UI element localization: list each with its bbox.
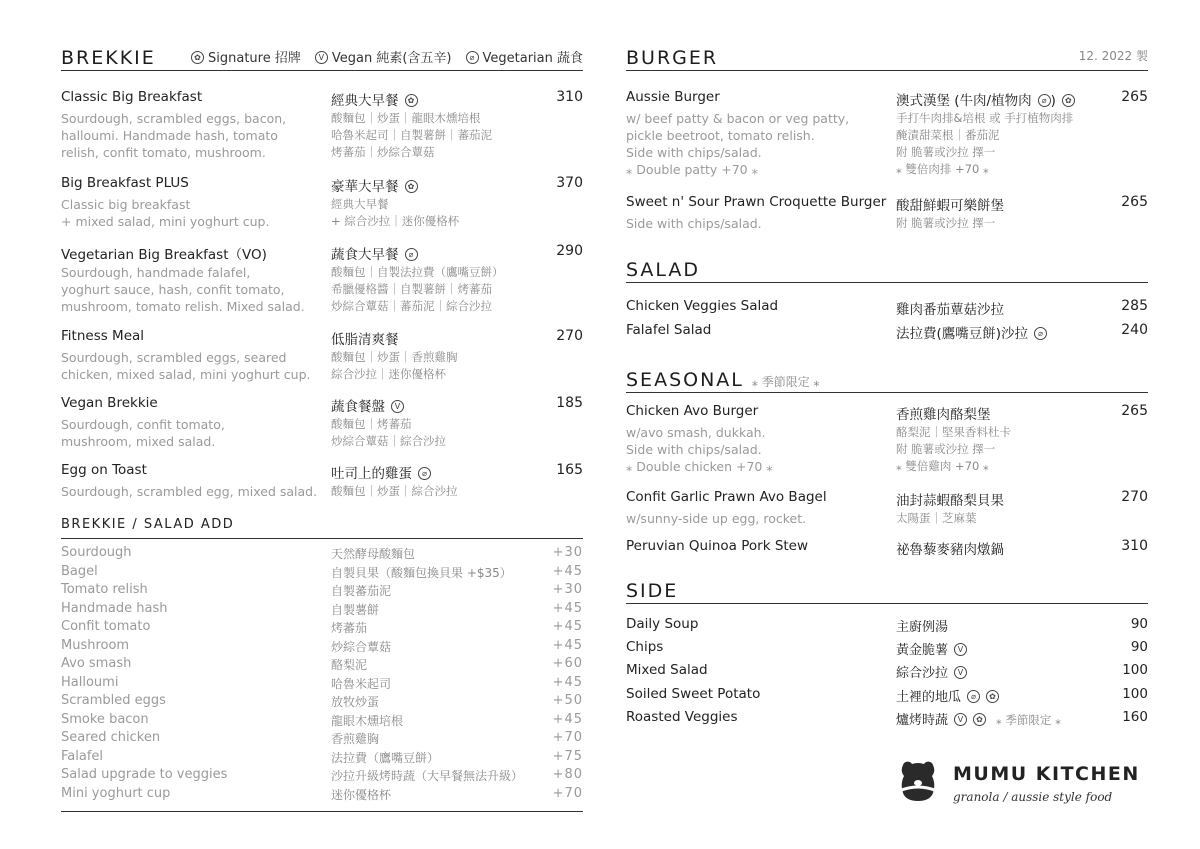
vegetarian-icon: ⌀ — [1038, 94, 1051, 107]
section-title: BREKKIE — [61, 47, 156, 69]
side-name-zh: 黃金脆薯 V — [896, 639, 967, 658]
item-description-zh: 經典大早餐 + 綜合沙拉｜迷你優格杯 — [331, 197, 460, 228]
brand-name: MUMU KITCHEN — [953, 763, 1140, 785]
addons-header: BREKKIE / SALAD ADD — [61, 517, 583, 539]
item-name-zh: 雞肉番茄蕈菇沙拉 — [896, 302, 1004, 318]
salad-header — [626, 256, 1148, 283]
side-name: Soiled Sweet Potato — [626, 685, 761, 702]
addon-name-zh: 炒綜合蕈菇 — [331, 639, 392, 654]
addon-name-zh: 香煎雞胸 — [331, 732, 380, 746]
item-price: 165 — [556, 462, 583, 478]
addon-price: +50 — [552, 693, 583, 708]
addon-name: Confit tomato — [61, 619, 151, 634]
item-description-zh: 太陽蛋｜芝麻葉 — [896, 511, 977, 525]
item-description: Side with chips/salad. — [626, 216, 762, 231]
item-description-zh: 酸麵包｜炒蛋｜龍眼木燻培根 哈魯米起司｜自製薯餅｜蕃茄泥 烤蕃茄｜炒綜合蕈菇 — [331, 111, 492, 159]
addon-name-zh: 酪梨泥 — [331, 658, 368, 672]
addon-name: Scrambled eggs — [61, 693, 166, 708]
brand-tagline: granola / aussie style food — [953, 790, 1113, 804]
item-description: Sourdough, handmade falafel, yoghurt sauce, hash, confit tomato, mushroom, tomato relish. Mixed salad. — [61, 265, 305, 314]
addon-price: +45 — [552, 711, 583, 727]
item-description: w/sunny-side up egg, rocket. — [626, 511, 807, 526]
item-name: Falafel Salad — [626, 322, 712, 338]
addon-price: +80 — [552, 767, 583, 782]
addon-price: +70 — [552, 730, 583, 745]
side-name: Daily Soup — [626, 616, 699, 632]
addon-name: Smoke bacon — [61, 711, 149, 727]
seasonal-header — [626, 366, 1148, 393]
signature-icon: ✿ — [405, 94, 418, 107]
addon-price: +45 — [552, 637, 583, 653]
side-name: Chips — [626, 639, 664, 656]
item-price: 270 — [1121, 489, 1148, 505]
vegan-icon: V — [315, 51, 328, 64]
addon-price: +30 — [552, 545, 583, 560]
section-title: BURGER — [626, 47, 719, 69]
item-name-zh: 油封蒜蝦酪梨貝果 — [896, 493, 1004, 509]
item-description: Sourdough, scrambled eggs, bacon, halloumi. Handmade hash, tomato relish, confit tomato, mushroom. — [61, 111, 287, 160]
item-name: Chicken Avo Burger — [626, 403, 759, 419]
item-price: 240 — [1121, 322, 1148, 338]
legend-item: V Vegan 純素(含五辛) — [315, 51, 452, 66]
addon-name: Avo smash — [61, 656, 132, 671]
item-price: 185 — [556, 395, 583, 411]
addon-row — [61, 730, 583, 748]
side-row — [626, 662, 1148, 682]
item-price: 265 — [1121, 89, 1148, 105]
item-name: Classic Big Breakfast — [61, 89, 203, 105]
item-description-zh: 酪梨泥｜堅果香料杜卡 附 脆薯或沙拉 擇一 ⁎ 雙倍雞肉 +70 ⁎ — [896, 425, 1011, 473]
brekkie-header — [61, 44, 583, 71]
item-name: Big Breakfast PLUS — [61, 175, 189, 191]
legend-item: ✿ Signature 招牌 — [191, 51, 301, 66]
addon-name-zh: 法拉費（鷹嘴豆餅） — [331, 750, 440, 765]
addon-name-zh: 龍眼木燻培根 — [331, 713, 404, 728]
vegetarian-icon: ⌀ — [967, 690, 980, 703]
addon-row — [61, 619, 583, 637]
addon-price: +30 — [552, 582, 583, 597]
addon-row — [61, 601, 583, 619]
addon-name: Halloumi — [61, 674, 119, 690]
item-description: w/avo smash, dukkah. Side with chips/salad. ⁎ Double chicken +70 ⁎ — [626, 425, 773, 474]
signature-icon: ✿ — [973, 713, 986, 726]
item-name: Vegetarian Big Breakfast（VO) — [61, 247, 267, 263]
right-column — [626, 0, 1148, 849]
section-title: SALAD — [626, 259, 701, 281]
item-name-zh: 香煎雞肉酪梨堡 — [896, 407, 991, 423]
item-description: Sourdough, scrambled egg, mixed salad. — [61, 484, 318, 499]
side-name-zh: 爐烤時蔬 V ✿ ⁎ 季節限定 ⁎ — [896, 712, 1061, 728]
side-price: 100 — [1122, 662, 1148, 679]
addon-name: Salad upgrade to veggies — [61, 767, 228, 782]
addon-price: +60 — [552, 656, 583, 671]
menu-date: 12. 2022 製 — [1078, 49, 1148, 63]
addon-name-zh: 沙拉升級烤時蔬（大早餐無法升級） — [331, 769, 524, 783]
addon-row — [61, 749, 583, 767]
item-name-zh: 經典大早餐 ✿ — [331, 89, 418, 109]
item-name-zh: 蔬食大早餐 ⌀ — [331, 243, 418, 263]
signature-icon: ✿ — [405, 180, 418, 193]
addon-name: Bagel — [61, 563, 98, 579]
item-name-zh: 蔬食餐盤 V — [331, 395, 404, 415]
item-name-zh: 法拉費(鷹嘴豆餅)沙拉 ⌀ — [896, 322, 1047, 342]
addon-name-zh: 烤蕃茄 — [331, 621, 368, 635]
addon-name-zh: 迷你優格杯 — [331, 787, 392, 802]
seasonal-tag: ⁎ 季節限定 ⁎ — [996, 712, 1061, 727]
item-price: 285 — [1121, 298, 1148, 314]
item-description-zh: 酸麵包｜烤蕃茄 炒綜合蕈菇｜綜合沙拉 — [331, 417, 446, 448]
brand-logo — [893, 757, 1153, 813]
side-row — [626, 639, 1148, 659]
item-name: Sweet n' Sour Prawn Croquette Burger — [626, 194, 887, 210]
item-name-zh: 低脂清爽餐 — [331, 332, 399, 348]
addon-name: Mushroom — [61, 637, 130, 653]
signature-icon: ✿ — [986, 690, 999, 703]
item-description: w/ beef patty & bacon or veg patty, pickle beetroot, tomato relish. Side with chips/salad. ⁎ Double patty +70 ⁎ — [626, 111, 850, 177]
addon-name: Handmade hash — [61, 600, 168, 616]
side-price: 90 — [1130, 616, 1148, 632]
seasonal-tag: ⁎ 季節限定 ⁎ — [751, 375, 820, 389]
bear-logo-icon — [893, 757, 943, 807]
item-description: Classic big breakfast + mixed salad, mini yoghurt cup. — [61, 197, 270, 229]
item-name: Peruvian Quinoa Pork Stew — [626, 538, 809, 554]
side-price: 100 — [1122, 685, 1148, 702]
vegetarian-icon: ⌀ — [466, 51, 479, 64]
addon-price: +45 — [552, 600, 583, 616]
side-name-zh: 土裡的地瓜 ⌀ ✿ — [896, 686, 999, 705]
item-price: 370 — [556, 175, 583, 191]
item-name-zh: 祕魯藜麥豬肉燉鍋 — [896, 542, 1004, 558]
item-name-zh: 酸甜鮮蝦可樂餅堡 — [896, 198, 1004, 214]
addon-name: Mini yoghurt cup — [61, 785, 171, 801]
addon-name-zh: 哈魯米起司 — [331, 676, 392, 691]
addon-row — [61, 545, 583, 563]
item-description: Sourdough, confit tomato, mushroom, mixed salad. — [61, 417, 225, 449]
addon-name-zh: 自製貝果（酸麵包換貝果 +$35） — [331, 565, 512, 580]
side-row — [626, 686, 1148, 706]
item-description-zh: 附 脆薯或沙拉 擇一 — [896, 216, 996, 230]
addon-row — [61, 582, 583, 600]
legend — [191, 47, 583, 66]
side-name-zh: 綜合沙拉 V — [896, 662, 967, 681]
item-description-zh: 酸麵包｜炒蛋｜香煎雞胸 綜合沙拉｜迷你優格杯 — [331, 350, 458, 381]
vegetarian-icon: ⌀ — [1034, 327, 1047, 340]
item-price: 310 — [556, 89, 583, 105]
signature-icon: ✿ — [191, 51, 204, 64]
item-price: 265 — [1121, 194, 1148, 210]
burger-header — [626, 44, 1148, 71]
addon-price: +45 — [552, 619, 583, 634]
addon-name: Tomato relish — [61, 582, 148, 597]
item-price: 265 — [1121, 403, 1148, 419]
item-name: Aussie Burger — [626, 89, 720, 105]
item-name: Egg on Toast — [61, 462, 147, 478]
side-price: 90 — [1130, 639, 1148, 656]
vegetarian-icon: ⌀ — [418, 467, 431, 480]
addon-price: +45 — [552, 563, 583, 579]
side-name: Roasted Veggies — [626, 708, 738, 725]
item-description-zh: 酸麵包｜炒蛋｜綜合沙拉 — [331, 484, 458, 498]
side-name-zh: 主廚例湯 — [896, 620, 949, 635]
addon-row — [61, 786, 583, 804]
item-name-zh: 吐司上的雞蛋 ⌀ — [331, 462, 431, 482]
vegan-icon: V — [954, 643, 967, 656]
item-name: Confit Garlic Prawn Avo Bagel — [626, 489, 827, 505]
addon-price: +75 — [552, 748, 583, 764]
side-price: 160 — [1122, 708, 1148, 725]
item-name-zh: 澳式漢堡 (牛肉/植物肉 ⌀ ) ✿ — [896, 89, 1075, 109]
side-header — [626, 577, 1148, 604]
addon-row — [61, 712, 583, 730]
addon-row — [61, 638, 583, 656]
side-row — [626, 616, 1148, 636]
addon-name: Falafel — [61, 748, 104, 764]
item-price: 290 — [556, 243, 583, 259]
item-name: Vegan Brekkie — [61, 395, 158, 411]
vegan-icon: V — [954, 666, 967, 679]
item-price: 310 — [1121, 538, 1148, 554]
vegetarian-icon: ⌀ — [405, 248, 418, 261]
addon-price: +70 — [552, 785, 583, 801]
addon-price: +45 — [552, 674, 583, 690]
item-description: Sourdough, scrambled eggs, seared chicken, mixed salad, mini yoghurt cup. — [61, 350, 311, 382]
addon-row — [61, 656, 583, 674]
signature-icon: ✿ — [1062, 94, 1075, 107]
addon-name: Seared chicken — [61, 730, 161, 745]
divider — [61, 811, 583, 812]
side-row — [626, 709, 1148, 729]
addon-name-zh: 自製蕃茄泥 — [331, 584, 392, 598]
item-price: 270 — [556, 328, 583, 344]
side-name: Mixed Salad — [626, 662, 708, 679]
addon-row — [61, 564, 583, 582]
addon-row — [61, 767, 583, 785]
item-name-zh: 豪華大早餐 ✿ — [331, 175, 418, 195]
vegan-icon: V — [391, 400, 404, 413]
vegan-icon: V — [954, 713, 967, 726]
addon-name-zh: 天然酵母酸麵包 — [331, 547, 416, 561]
item-description-zh: 手打牛肉排&培根 或 手打植物肉排 醃漬甜菜根｜番茄泥 附 脆薯或沙拉 擇一 ⁎ 雙倍肉排 +70 ⁎ — [896, 111, 1074, 176]
addon-name: Sourdough — [61, 545, 132, 560]
item-name: Fitness Meal — [61, 328, 145, 344]
legend-item: ⌀ Vegetarian 蔬食 — [466, 51, 584, 66]
addon-row — [61, 675, 583, 693]
item-description-zh: 酸麵包｜自製法拉費（鷹嘴豆餅） 希臘優格醬｜自製薯餅｜烤蕃茄 炒綜合蕈菇｜蕃茄泥｜綜合沙拉 — [331, 265, 504, 313]
addon-name-zh: 自製薯餅 — [331, 602, 380, 617]
addon-name-zh: 放牧炒蛋 — [331, 695, 380, 709]
left-column — [61, 0, 583, 849]
item-name: Chicken Veggies Salad — [626, 298, 779, 314]
section-title: SIDE — [626, 580, 679, 602]
section-title: SEASONAL ⁎ 季節限定 ⁎ — [626, 369, 820, 391]
addon-row — [61, 693, 583, 711]
